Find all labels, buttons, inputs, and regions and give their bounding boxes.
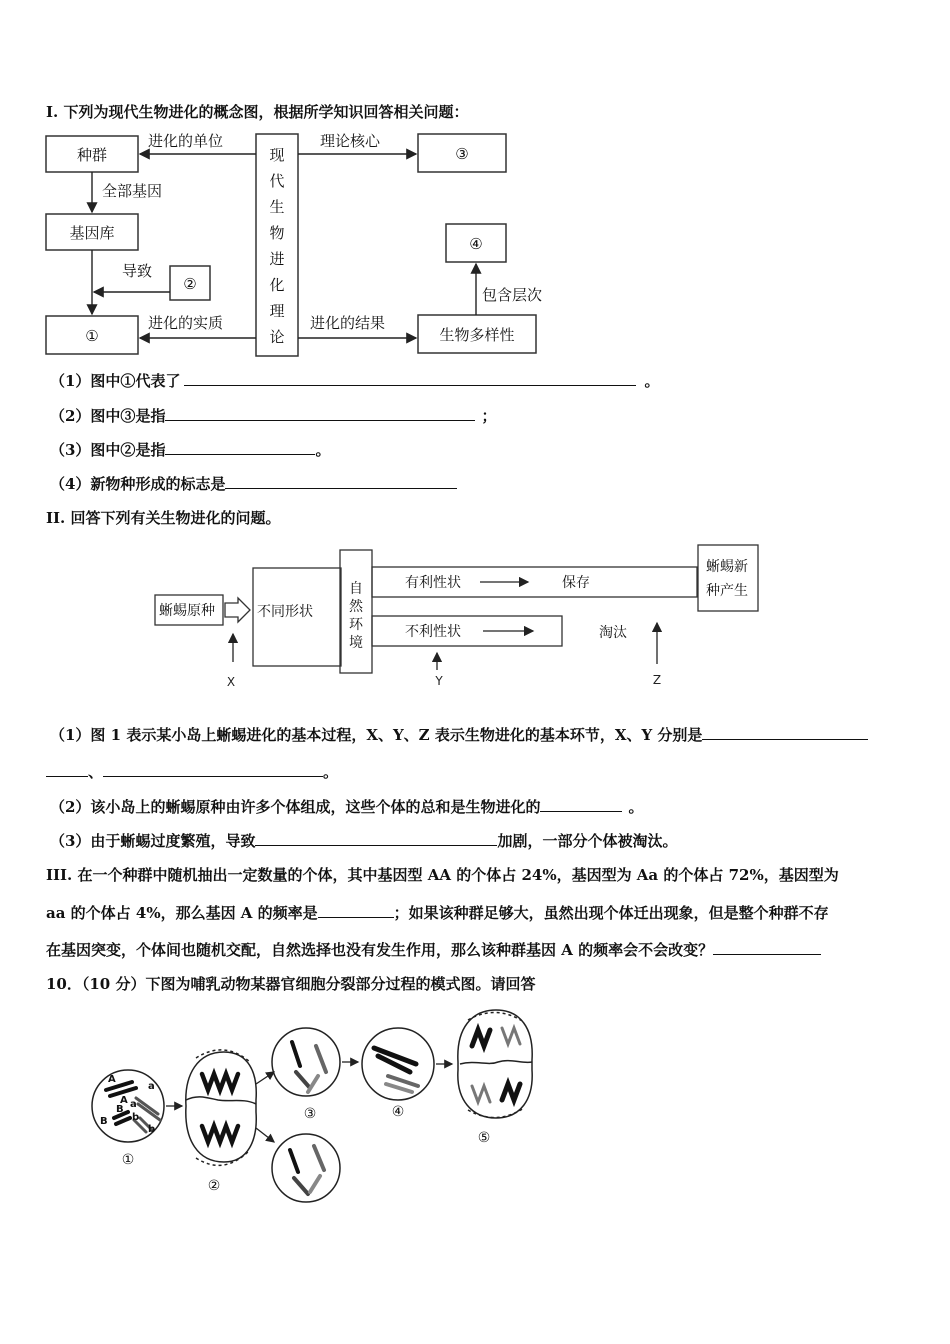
- answer-blank[interactable]: [103, 760, 323, 777]
- label-new-species-2: 种产生: [706, 583, 748, 599]
- center-char-7: 理: [269, 302, 285, 320]
- label-allgenes: 全部基因: [102, 182, 163, 200]
- label-eliminate: 淘汰: [599, 625, 627, 641]
- cell-label-5: ⑤: [477, 1130, 491, 1146]
- evolution-concept-diagram: [40, 128, 560, 360]
- center-char-5: 进: [269, 250, 285, 268]
- label-traits: 不同形状: [257, 604, 313, 620]
- question-10: 10．（10 分）下图为哺乳动物某器官细胞分裂部分过程的模式图。请回答: [46, 975, 536, 993]
- cell-division-diagram: [88, 1000, 548, 1210]
- cell-label-4: ④: [391, 1104, 405, 1120]
- cell-2-lower-chromosomes: [290, 1146, 324, 1194]
- answer-blank[interactable]: [165, 438, 315, 455]
- section3-line-2: aa 的个体占 4%，那么基因 A 的频率是 ；如果该种群足够大，虽然出现个体迁出现象，但是整个种群不存: [46, 901, 829, 924]
- label-diversity: 生物多样性: [439, 326, 515, 344]
- label-essence: 进化的实质: [148, 314, 224, 332]
- center-char-1: 现: [269, 146, 285, 164]
- cell-label-3: ③: [303, 1106, 317, 1122]
- s1-question-1: （1）图中①代表了 。: [50, 369, 659, 392]
- label-z: Z: [652, 673, 662, 687]
- allele-A-1: A: [108, 1074, 116, 1085]
- label-circle4: ④: [469, 235, 483, 253]
- answer-blank[interactable]: [225, 472, 457, 489]
- allele-A-2: A: [120, 1095, 128, 1106]
- label-unfavorable: 不利性状: [405, 624, 461, 640]
- env-char-3: 环: [349, 617, 363, 633]
- center-char-6: 化: [269, 276, 285, 294]
- label-favorable: 有利性状: [405, 575, 461, 591]
- allele-b-2: b: [148, 1124, 156, 1135]
- cell-3-chromosomes: [292, 1042, 326, 1092]
- section2-heading: [46, 507, 281, 529]
- cell-label-2: ②: [207, 1178, 221, 1194]
- allele-b-1: b: [132, 1112, 140, 1123]
- env-char-2: 然: [349, 599, 363, 615]
- label-lead: 导致: [122, 262, 153, 280]
- allele-B-2: B: [100, 1116, 108, 1127]
- label-jiyinku: 基因库: [69, 224, 115, 242]
- cell-2-chromosomes: [202, 1074, 238, 1142]
- box-center-theory: [256, 134, 298, 356]
- s1-question-4: （4）新物种形成的标志是: [50, 472, 457, 495]
- cell-5-chromosomes: [472, 1028, 520, 1102]
- cell-4-chromosomes: [374, 1048, 418, 1092]
- answer-blank[interactable]: [713, 938, 821, 955]
- lizard-evolution-diagram: [150, 540, 770, 690]
- section1-heading-text: 下列为现代生物进化的概念图，根据所学知识回答相关问题：: [58, 103, 469, 121]
- center-char-4: 物: [269, 224, 285, 242]
- center-char-3: 生: [269, 198, 285, 216]
- s1-question-3: （3）图中②是指 。: [50, 438, 330, 461]
- section2-heading-text: 回答下列有关生物进化的问题。: [65, 509, 281, 527]
- s2-question-1: （1）图 1 表示某小岛上蜥蜴进化的基本过程，X、Y、Z 表示生物进化的基本环节，X、Y 分别是: [50, 723, 868, 746]
- cell-2: [186, 1050, 256, 1165]
- section2-number: II.: [46, 509, 66, 527]
- box-new-species: [698, 545, 758, 611]
- section3-line-3: 在基因突变，个体间也随机交配，自然选择也没有发生作用，那么该种群基因 A 的频率会不会改变？: [46, 938, 821, 961]
- arrow-2-lower: [256, 1128, 274, 1142]
- cell-5: [458, 1010, 532, 1118]
- label-origin: 蜥蜴原种: [159, 603, 215, 619]
- label-keep: 保存: [562, 575, 590, 591]
- answer-blank[interactable]: [318, 901, 394, 918]
- label-core: 理论核心: [320, 132, 381, 150]
- label-result: 进化的结果: [310, 314, 386, 332]
- hollow-arrow: [225, 598, 250, 622]
- label-circle3: ③: [455, 145, 469, 163]
- label-x: X: [226, 675, 236, 689]
- center-char-2: 代: [269, 172, 285, 190]
- box-unfavorable-path: [372, 616, 562, 646]
- section1-heading: [46, 101, 468, 123]
- answer-blank[interactable]: [165, 404, 475, 421]
- cell-label-1: ①: [121, 1152, 135, 1168]
- allele-a-1: a: [148, 1081, 155, 1092]
- answer-blank[interactable]: [255, 829, 497, 846]
- env-char-4: 境: [349, 635, 363, 651]
- s1-question-2: （2）图中③是指 ；: [50, 404, 496, 427]
- section3-line-1: III. 在一个种群中随机抽出一定数量的个体，其中基因型 AA 的个体占 24%，基因型为 Aa 的个体占 72%，基因型为: [46, 866, 839, 884]
- s2-question-3: （3）由于蜥蜴过度繁殖，导致 加剧，一部分个体被淘汰。: [50, 829, 677, 852]
- label-circle2: ②: [183, 275, 197, 293]
- label-y: Y: [435, 674, 443, 688]
- s2-question-2: （2）该小岛上的蜥蜴原种由许多个体组成，这些个体的总和是生物进化的 。: [50, 795, 643, 818]
- answer-blank[interactable]: [702, 723, 868, 740]
- label-levels: 包含层次: [482, 286, 543, 304]
- allele-B-1: B: [116, 1104, 124, 1115]
- label-zhongqun: 种群: [76, 146, 108, 164]
- section1-number: I.: [46, 103, 59, 121]
- answer-blank[interactable]: [184, 369, 636, 386]
- label-unit: 进化的单位: [148, 132, 224, 150]
- answer-blank[interactable]: [540, 795, 622, 812]
- center-char-8: 论: [269, 328, 285, 346]
- env-char-1: 自: [349, 581, 363, 597]
- arrow-2-3: [256, 1072, 274, 1084]
- section3-number: III.: [46, 866, 73, 884]
- answer-blank[interactable]: [46, 760, 88, 777]
- label-circle1: ①: [85, 327, 99, 345]
- s2-question-1-cont: 、 。: [46, 760, 338, 783]
- label-new-species-1: 蜥蜴新: [706, 559, 748, 575]
- allele-a-2: a: [130, 1099, 137, 1110]
